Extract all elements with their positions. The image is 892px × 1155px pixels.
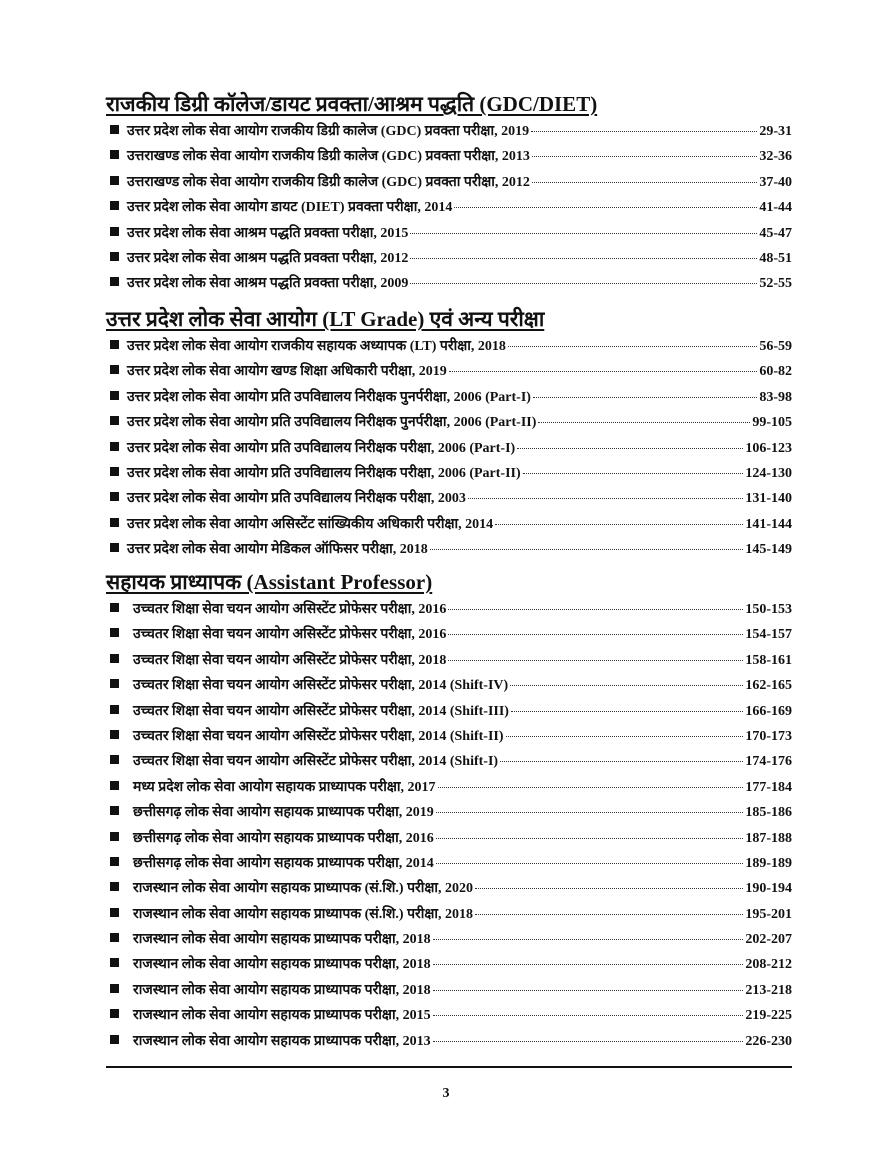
square-bullet-icon [110, 781, 119, 790]
square-bullet-icon [110, 1009, 119, 1018]
square-bullet-icon [110, 705, 119, 714]
dot-leader [448, 660, 743, 661]
toc-entry[interactable] [110, 273, 792, 298]
square-bullet-icon [110, 277, 119, 286]
square-bullet-icon [110, 492, 119, 501]
footer-divider [106, 1066, 792, 1068]
toc-entry-pages: 195-201 [745, 906, 792, 922]
dot-leader [433, 964, 744, 965]
toc-entry-pages: 189-189 [745, 855, 792, 871]
square-bullet-icon [110, 252, 119, 261]
dot-leader [506, 736, 744, 737]
dot-leader [410, 233, 757, 234]
toc-entry-pages: 106-123 [745, 440, 792, 456]
toc-entry-pages: 226-230 [745, 1033, 792, 1049]
toc-entry-pages: 37-40 [759, 174, 792, 190]
toc-entry-pages: 32-36 [759, 149, 792, 165]
toc-entry-pages: 185-186 [745, 805, 792, 821]
toc-entry[interactable] [110, 412, 792, 437]
dot-leader [475, 914, 743, 915]
square-bullet-icon [110, 340, 119, 349]
dot-leader [410, 258, 757, 259]
toc-entry[interactable] [110, 1031, 792, 1056]
toc-entry-pages: 145-149 [745, 542, 792, 558]
dot-leader [436, 838, 744, 839]
square-bullet-icon [110, 125, 119, 134]
toc-entry-title: राजस्थान लोक सेवा आयोग सहायक प्राध्यापक परीक्षा, 2018 [133, 932, 431, 948]
toc-entry[interactable] [110, 197, 792, 222]
toc-entry-title: राजस्थान लोक सेवा आयोग सहायक प्राध्यापक परीक्षा, 2015 [133, 1008, 431, 1024]
toc-entry-title: राजस्थान लोक सेवा आयोग सहायक प्राध्यापक परीक्षा, 2018 [133, 957, 431, 973]
square-bullet-icon [110, 603, 119, 612]
toc-entry-pages: 170-173 [745, 728, 792, 744]
toc-entry[interactable] [110, 828, 792, 853]
toc-entry[interactable] [110, 777, 792, 802]
toc-entry-pages: 131-140 [745, 491, 792, 507]
square-bullet-icon [110, 518, 119, 527]
toc-entry[interactable] [110, 624, 792, 649]
toc-entry-pages: 202-207 [745, 932, 792, 948]
toc-entry[interactable] [110, 146, 792, 171]
toc-entry-title: उत्तराखण्ड लोक सेवा आयोग राजकीय डिग्री कालेज (GDC) प्रवक्ता परीक्षा, 2013 [127, 149, 530, 165]
dot-leader [448, 634, 743, 635]
square-bullet-icon [110, 1035, 119, 1044]
square-bullet-icon [110, 806, 119, 815]
toc-entry-pages: 162-165 [745, 678, 792, 694]
square-bullet-icon [110, 201, 119, 210]
toc-entry-pages: 158-161 [745, 652, 792, 668]
toc-entry[interactable] [110, 650, 792, 675]
toc-entry-title: छत्तीसगढ़ लोक सेवा आयोग सहायक प्राध्यापक परीक्षा, 2014 [133, 855, 434, 871]
dot-leader [500, 761, 743, 762]
dot-leader [538, 422, 750, 423]
dot-leader [533, 397, 757, 398]
toc-entry-pages: 219-225 [745, 1008, 792, 1024]
dot-leader [436, 863, 744, 864]
toc-entry-pages: 29-31 [759, 124, 792, 139]
toc-entry[interactable] [110, 336, 792, 361]
toc-entry-pages: 174-176 [745, 754, 792, 770]
square-bullet-icon [110, 628, 119, 637]
dot-leader [475, 888, 743, 889]
toc-entry[interactable] [110, 929, 792, 954]
toc-entry[interactable] [110, 1005, 792, 1030]
toc-entry[interactable] [110, 539, 792, 564]
toc-entry-pages: 190-194 [745, 881, 792, 897]
dot-leader [436, 812, 744, 813]
toc-entry-title: उत्तराखण्ड लोक सेवा आयोग राजकीय डिग्री कालेज (GDC) प्रवक्ता परीक्षा, 2012 [127, 174, 530, 190]
dot-leader [531, 131, 757, 132]
dot-leader [448, 609, 743, 610]
toc-entry-pages: 213-218 [745, 982, 792, 998]
square-bullet-icon [110, 679, 119, 688]
square-bullet-icon [110, 933, 119, 942]
toc-entry[interactable] [110, 172, 792, 197]
toc-entry-pages: 52-55 [759, 276, 792, 292]
toc-entry-title: उत्तर प्रदेश लोक सेवा आश्रम पद्धति प्रवक्ता परीक्षा, 2012 [127, 250, 409, 266]
toc-entry-title: उत्तर प्रदेश लोक सेवा आयोग प्रति उपविद्यालय निरीक्षक पुनर्परीक्षा, 2006 (Part-I) [127, 389, 531, 405]
dot-leader [433, 990, 744, 991]
square-bullet-icon [110, 984, 119, 993]
dot-leader [438, 787, 744, 788]
toc-entry-title: राजस्थान लोक सेवा आयोग सहायक प्राध्यापक (सं.शि.) परीक्षा, 2020 [133, 881, 474, 897]
dot-leader [468, 498, 743, 499]
toc-entry-title: छत्तीसगढ़ लोक सेवा आयोग सहायक प्राध्यापक परीक्षा, 2016 [133, 830, 434, 846]
toc-entry-pages: 60-82 [759, 364, 792, 380]
page-number: 3 [442, 1086, 450, 1101]
toc-entry-pages: 177-184 [745, 779, 792, 795]
dot-leader [517, 448, 743, 449]
square-bullet-icon [110, 730, 119, 739]
square-bullet-icon [110, 908, 119, 917]
toc-entry-pages: 48-51 [759, 250, 792, 266]
dot-leader [430, 549, 744, 550]
toc-entry[interactable] [110, 488, 792, 513]
square-bullet-icon [110, 882, 119, 891]
toc-entry-title: राजस्थान लोक सेवा आयोग सहायक प्राध्यापक (सं.शि.) परीक्षा, 2018 [133, 906, 474, 922]
toc-entry[interactable] [110, 463, 792, 488]
dot-leader [532, 156, 757, 157]
toc-entry-title: उत्तर प्रदेश लोक सेवा आयोग प्रति उपविद्यालय निरीक्षक परीक्षा, 2006 (Part-I) [127, 440, 516, 456]
dot-leader [433, 1041, 744, 1042]
toc-entry[interactable] [110, 980, 792, 1005]
toc-entry-title: उत्तर प्रदेश लोक सेवा आयोग राजकीय सहायक अध्यापक (LT) परीक्षा, 2018 [127, 339, 506, 354]
toc-entry[interactable] [110, 954, 792, 979]
section-title-gdc-diet: राजकीय डिग्री कॉलेज/डायट प्रवक्ता/आश्रम पद्धति (GDC/DIET) [106, 92, 598, 116]
dot-leader [508, 346, 757, 347]
toc-entry-pages: 83-98 [759, 389, 792, 405]
toc-entry-pages: 150-153 [745, 602, 792, 617]
square-bullet-icon [110, 958, 119, 967]
toc-entry-title: मध्य प्रदेश लोक सेवा आयोग सहायक प्राध्यापक परीक्षा, 2017 [133, 779, 436, 795]
toc-entry[interactable] [110, 599, 792, 624]
toc-entry-title: उत्तर प्रदेश लोक सेवा आयोग प्रति उपविद्यालय निरीक्षक परीक्षा, 2006 (Part-II) [127, 465, 521, 481]
toc-entry-pages: 56-59 [759, 339, 792, 354]
toc-entry-title: उत्तर प्रदेश लोक सेवा आयोग मेडिकल ऑफिसर परीक्षा, 2018 [127, 542, 428, 558]
toc-entry[interactable] [110, 438, 792, 463]
square-bullet-icon [110, 227, 119, 236]
toc-entry[interactable] [110, 701, 792, 726]
toc-entry-pages: 41-44 [759, 200, 792, 216]
toc-entry[interactable] [110, 223, 792, 248]
dot-leader [433, 939, 744, 940]
square-bullet-icon [110, 416, 119, 425]
toc-entry[interactable] [110, 387, 792, 412]
toc-entry-title: राजस्थान लोक सेवा आयोग सहायक प्राध्यापक परीक्षा, 2013 [133, 1033, 431, 1049]
toc-entry[interactable] [110, 904, 792, 929]
toc-entry-pages: 45-47 [759, 225, 792, 241]
square-bullet-icon [110, 150, 119, 159]
toc-entry-pages: 141-144 [745, 516, 792, 532]
toc-entry[interactable] [110, 361, 792, 386]
toc-entry[interactable] [110, 514, 792, 539]
toc-entry[interactable] [110, 248, 792, 273]
toc-entry[interactable] [110, 121, 792, 146]
toc-entry-title: उच्चतर शिक्षा सेवा चयन आयोग असिस्टेंट प्रोफेसर परीक्षा, 2016 [133, 627, 447, 643]
toc-entry-title: राजस्थान लोक सेवा आयोग सहायक प्राध्यापक परीक्षा, 2018 [133, 982, 431, 998]
toc-entry-title: उत्तर प्रदेश लोक सेवा आयोग प्रति उपविद्यालय निरीक्षक पुनर्परीक्षा, 2006 (Part-II) [127, 415, 537, 431]
square-bullet-icon [110, 442, 119, 451]
toc-entry-title: उच्चतर शिक्षा सेवा चयन आयोग असिस्टेंट प्रोफेसर परीक्षा, 2016 [133, 602, 447, 617]
dot-leader [510, 685, 743, 686]
section-title-assistant-professor: सहायक प्राध्यापक (Assistant Professor) [106, 570, 433, 594]
toc-list-assistant-professor [110, 599, 792, 1056]
toc-entry-title: उत्तर प्रदेश लोक सेवा आयोग खण्ड शिक्षा अधिकारी परीक्षा, 2019 [127, 364, 447, 380]
toc-entry[interactable] [110, 802, 792, 827]
toc-entry[interactable] [110, 853, 792, 878]
toc-entry-title: उच्चतर शिक्षा सेवा चयन आयोग असिस्टेंट प्रोफेसर परीक्षा, 2014 (Shift-III) [133, 703, 509, 719]
toc-entry-title: उत्तर प्रदेश लोक सेवा आयोग असिस्टेंट सांख्यिकीय अधिकारी परीक्षा, 2014 [127, 516, 494, 532]
dot-leader [454, 207, 757, 208]
square-bullet-icon [110, 176, 119, 185]
section-title-lt-grade: उत्तर प्रदेश लोक सेवा आयोग (LT Grade) एवं अन्य परीक्षा [106, 307, 545, 331]
toc-entry-title: उत्तर प्रदेश लोक सेवा आश्रम पद्धति प्रवक्ता परीक्षा, 2009 [127, 276, 409, 292]
toc-entry-pages: 166-169 [745, 703, 792, 719]
toc-entry[interactable] [110, 726, 792, 751]
dot-leader [433, 1015, 744, 1016]
toc-list-lt-grade [110, 336, 792, 565]
toc-entry-title: उत्तर प्रदेश लोक सेवा आयोग राजकीय डिग्री कालेज (GDC) प्रवक्ता परीक्षा, 2019 [127, 124, 530, 139]
dot-leader [511, 711, 743, 712]
dot-leader [449, 371, 758, 372]
toc-entry-title: उच्चतर शिक्षा सेवा चयन आयोग असिस्टेंट प्रोफेसर परीक्षा, 2014 (Shift-II) [133, 728, 504, 744]
toc-entry[interactable] [110, 751, 792, 776]
toc-entry-pages: 187-188 [745, 830, 792, 846]
toc-entry-title: उच्चतर शिक्षा सेवा चयन आयोग असिस्टेंट प्रोफेसर परीक्षा, 2014 (Shift-IV) [133, 678, 509, 694]
square-bullet-icon [110, 832, 119, 841]
toc-entry-title: उत्तर प्रदेश लोक सेवा आयोग प्रति उपविद्यालय निरीक्षक परीक्षा, 2003 [127, 491, 466, 507]
toc-entry-title: उच्चतर शिक्षा सेवा चयन आयोग असिस्टेंट प्रोफेसर परीक्षा, 2018 [133, 652, 447, 668]
toc-entry[interactable] [110, 878, 792, 903]
toc-entry-pages: 99-105 [752, 415, 792, 431]
dot-leader [532, 182, 757, 183]
toc-entry[interactable] [110, 675, 792, 700]
toc-entry-pages: 154-157 [745, 627, 792, 643]
square-bullet-icon [110, 654, 119, 663]
toc-entry-title: उत्तर प्रदेश लोक सेवा आश्रम पद्धति प्रवक्ता परीक्षा, 2015 [127, 225, 409, 241]
dot-leader [410, 283, 757, 284]
square-bullet-icon [110, 365, 119, 374]
square-bullet-icon [110, 755, 119, 764]
toc-entry-title: उत्तर प्रदेश लोक सेवा आयोग डायट (DIET) प्रवक्ता परीक्षा, 2014 [127, 200, 453, 216]
toc-entry-pages: 208-212 [745, 957, 792, 973]
toc-entry-title: छत्तीसगढ़ लोक सेवा आयोग सहायक प्राध्यापक परीक्षा, 2019 [133, 805, 434, 821]
square-bullet-icon [110, 857, 119, 866]
square-bullet-icon [110, 543, 119, 552]
square-bullet-icon [110, 391, 119, 400]
dot-leader [523, 473, 744, 474]
square-bullet-icon [110, 467, 119, 476]
dot-leader [495, 524, 743, 525]
toc-entry-title: उच्चतर शिक्षा सेवा चयन आयोग असिस्टेंट प्रोफेसर परीक्षा, 2014 (Shift-I) [133, 754, 499, 770]
toc-entry-pages: 124-130 [745, 465, 792, 481]
toc-list-gdc-diet [110, 121, 792, 299]
